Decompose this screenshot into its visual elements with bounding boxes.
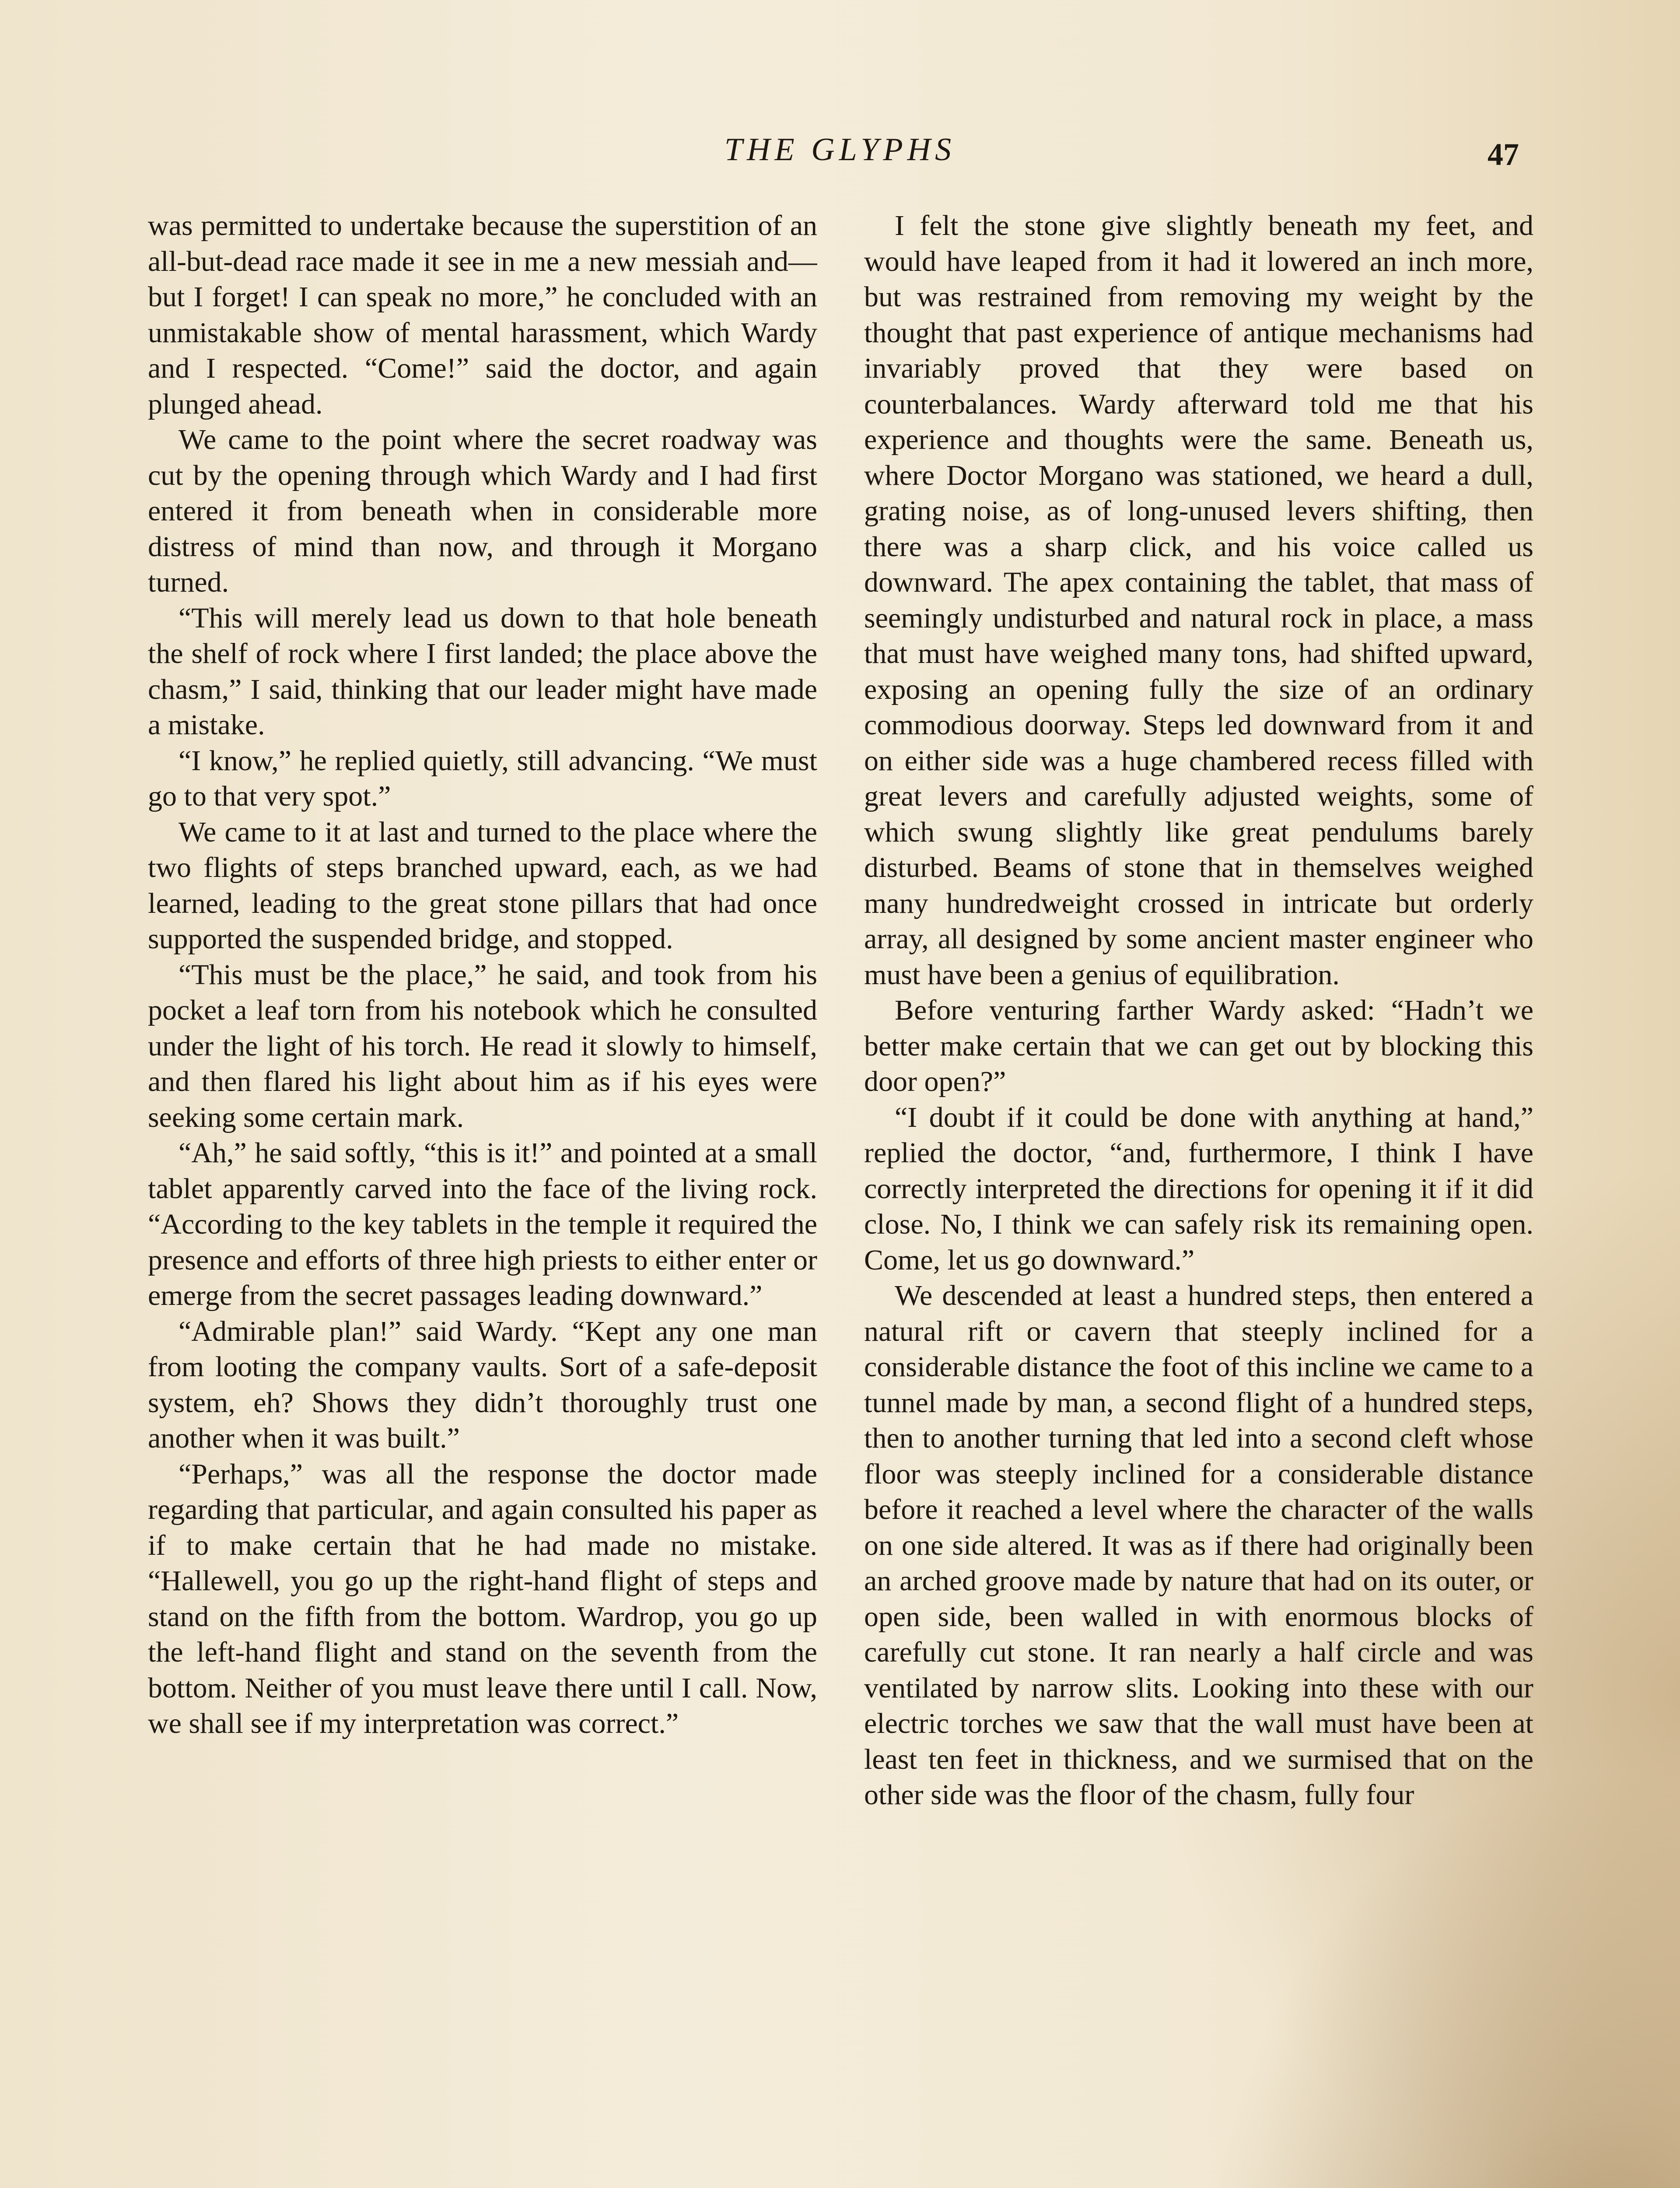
paragraph: Before venturing farther Wardy asked: “Hadn’t we better make certain that we can get out by blocking this door open?” [864, 994, 1533, 1098]
page-number: 47 [1488, 137, 1519, 172]
left-column [148, 208, 817, 2188]
paragraph: “This will merely lead us down to that hole beneath the shelf of rock where I first landed; the place above the chasm,” I said, thinking that our leader might have made a mistake. [148, 602, 817, 741]
paragraph: “Ah,” he said softly, “this is it!” and pointed at a small tablet apparently carved into the face of the living rock. “According to the key tablets in the temple it required the presence and efforts of three high priests to either enter or emerge from the secret passages leading downward.” [148, 1137, 817, 1311]
paragraph: was permitted to undertake because the superstition of an all-but-dead race made it see in me a new messiah and—but I forget! I can speak no more,” he concluded with an unmistakable show of mental harassment, which Wardy and I respected. “Come!” said the doctor, and again plunged ahead. [148, 210, 817, 420]
paragraph: “This must be the place,” he said, and took from his pocket a leaf torn from his notebook which he consulted under the light of his torch. He read it slowly to himself, and then flared his light about him as if his eyes were seeking some certain mark. [148, 958, 817, 1133]
paragraph: I felt the stone give slightly beneath my feet, and would have leaped from it had it lowered an inch more, but was restrained from removing my weight by the thought that past experience of antique mechanisms had invariably proved that they were based on counterbalances. Wardy afterward told me that his experience and thoughts were the same. Beneath us, where Doctor Morgano was stationed, we heard a dull, grating noise, as of long-unused levers shifting, then there was a sharp click, and his voice called us downward. The apex containing the tablet, that mass of seemingly undisturbed and natural rock in place, a mass that must have weighed many tons, had shifted upward, exposing an opening fully the size of an ordinary commodious doorway. Steps led downward from it and on either side was a huge chambered recess filled with great levers and carefully adjusted weights, some of which swung slightly like great pendulums barely disturbed. Beams of stone that in themselves weighed many hundredweight crossed in intricate but orderly array, all designed by some ancient master engineer who must have been a genius of equilibration. [864, 210, 1533, 991]
right-column [864, 208, 1533, 2188]
paragraph: “I know,” he replied quietly, still advancing. “We must go to that very spot.” [148, 744, 817, 812]
paragraph: “Admirable plan!” said Wardy. “Kept any one man from looting the company vaults. Sort of a safe-deposit system, eh? Shows they didn’t thoroughly trust one another when it was built.” [148, 1315, 817, 1454]
paragraph: We came to the point where the secret roadway was cut by the opening through which Wardy and I had first entered it from beneath when in considerable more distress of mind than now, and through it Morgano turned. [148, 424, 817, 598]
paragraph: We came to it at last and turned to the place where the two flights of steps branched upward, each, as we had learned, leading to the great stone pillars that had once supported the suspended bridge, and stopped. [148, 816, 817, 955]
paragraph: “Perhaps,” was all the response the doctor made regarding that particular, and again consulted his paper as if to make certain that he had made no mistake. “Hallewell, you go up the right-hand flight of steps and stand on the fifth from the bottom. Wardrop, you go up the left-hand flight and stand on the seventh from the bottom. Neither of you must leave there until I call. Now, we shall see if my interpretation was correct.” [148, 1458, 817, 1739]
paragraph: We descended at least a hundred steps, then entered a natural rift or cavern that steeply inclined for a considerable distance the foot of this incline we came to a tunnel made by man, a second flight of a hundred steps, then to another turning that led into a second cleft whose floor was steeply inclined for a considerable distance before it reached a level where the character of the walls on one side altered. It was as if there had originally been an arched groove made by nature that had on its outer, or open side, been walled in with enormous blocks of carefully cut stone. It ran nearly a half circle and was ventilated by narrow slits. Looking into these with our electric torches we saw that the wall must have been at least ten feet in thickness, and we surmised that on the other side was the floor of the chasm, fully four [864, 1280, 1533, 1811]
running-title: THE GLYPHS [724, 132, 956, 168]
paragraph: “I doubt if it could be done with anything at hand,” replied the doctor, “and, furthermore, I think I have correctly interpreted the directions for opening it if it did close. No, I think we can safely risk its remaining open. Come, let us go downward.” [864, 1101, 1533, 1276]
